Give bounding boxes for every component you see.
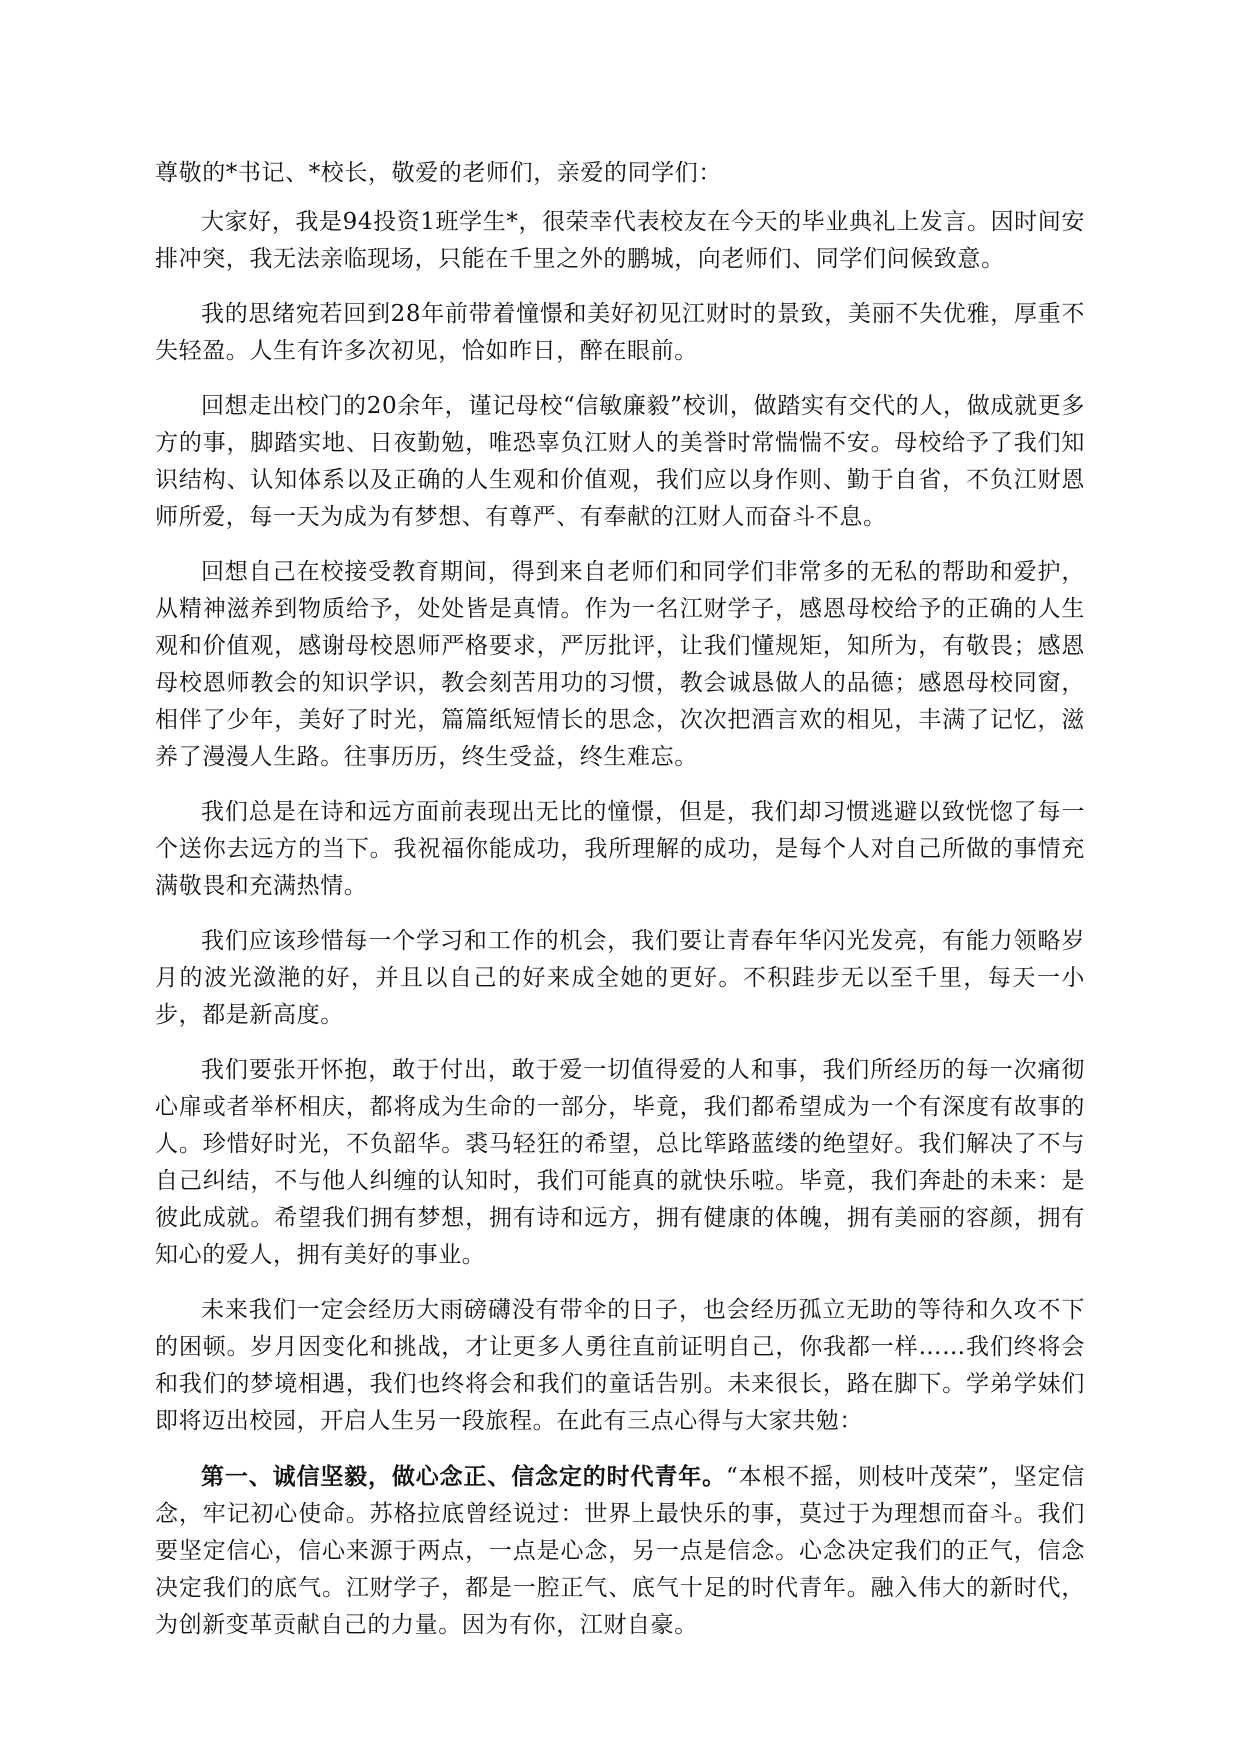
paragraph-success: 我们总是在诗和远方面前表现出无比的憧憬，但是，我们却习惯逃避以致恍惚了每一个送你去远方的当下。我祝福你能成功，我所理解的成功，是每个人对自己所做的事情充满敬畏和充满热情。 — [155, 799, 1085, 899]
paragraph-future: 未来我们一定会经历大雨磅礴没有带伞的日子，也会经历孤立无助的等待和久攻不下的困顿。岁月因变化和挑战，才让更多人勇往直前证明自己，你我都一样……我们终将会和我们的梦境相遇，我们也终将会和我们的童话告别。未来很长，路在脚下。学弟学妹们即将迈出校园，开启人生另一段旅程。在此有三点心得与大家共勉： — [155, 1297, 1085, 1434]
point-one-body: “本根不摇，则枝叶茂荣”，坚定信念，牢记初心使命。苏格拉底曾经说过：世界上最快乐的事，莫过于为理想而奋斗。我们要坚定信心，信心来源于两点，一点是心念，另一点是信念。心念决定我们的正气，信念决定我们的底气。江财学子，都是一腔正气、底气十足的时代青年。融入伟大的新时代，为创新变革贡献自己的力量。因为有你，江财自豪。 — [155, 1464, 1085, 1638]
paragraph-motto: 回想走出校门的20余年，谨记母校“信敏廉毅”校训，做踏实有交代的人，做成就更多方的事，脚踏实地、日夜勤勉，唯恐辜负江财人的美誉时常惴惴不安。母校给予了我们知识结构、认知体系以及正确的人生观和价值观，我们应以身作则、勤于自省，不负江财恩师所爱，每一天为成为有梦想、有尊严、有奉献的江财人而奋斗不息。 — [155, 393, 1085, 530]
paragraph-memories: 我的思绪宛若回到28年前带着憧憬和美好初见江财时的景致，美丽不失优雅，厚重不失轻盈。人生有许多次初见，恰如昨日，醉在眼前。 — [155, 301, 1085, 364]
paragraph-greeting: 大家好，我是94投资1班学生*，很荣幸代表校友在今天的毕业典礼上发言。因时间安排冲突，我无法亲临现场，只能在千里之外的鹏城，向老师们、同学们问候致意。 — [155, 209, 1085, 272]
point-one-heading: 第一、诚信坚毅，做心念正、信念定的时代青年。 — [201, 1463, 726, 1490]
paragraph-cherish: 我们应该珍惜每一个学习和工作的机会，我们要让青春年华闪光发亮，有能力领略岁月的波光潋滟的好，并且以自己的好来成全她的更好。不积跬步无以至千里，每天一小步，都是新高度。 — [155, 928, 1085, 1028]
salutation: 尊敬的*书记、*校长，敬爱的老师们，亲爱的同学们： — [155, 160, 722, 186]
paragraph-point-one — [155, 1458, 1085, 1644]
paragraph-gratitude: 回想自己在校接受教育期间，得到来自老师们和同学们非常多的无私的帮助和爱护，从精神滋养到物质给予，处处皆是真情。作为一名江财学子，感恩母校给予的正确的人生观和价值观，感谢母校恩师严格要求，严厉批评，让我们懂规矩，知所为，有敬畏；感恩母校恩师教会的知识学识，教会刻苦用功的习惯，教会诚恳做人的品德；感恩母校同窗，相伴了少年，美好了时光，篇篇纸短情长的思念，次次把酒言欢的相见，丰满了记忆，滋养了漫漫人生路。往事历历，终生受益，终生难忘。 — [155, 559, 1085, 770]
paragraph-embrace: 我们要张开怀抱，敢于付出，敢于爱一切值得爱的人和事，我们所经历的每一次痛彻心扉或者举杯相庆，都将成为生命的一部分，毕竟，我们都希望成为一个有深度有故事的人。珍惜好时光，不负韶华。裘马轻狂的希望，总比筚路蓝缕的绝望好。我们解决了不与自己纠结，不与他人纠缠的认知时，我们可能真的就快乐啦。毕竟，我们奔赴的未来：是彼此成就。希望我们拥有梦想，拥有诗和远方，拥有健康的体魄，拥有美丽的容颜，拥有知心的爱人，拥有美好的事业。 — [155, 1057, 1085, 1268]
speech-body — [155, 155, 1085, 1662]
